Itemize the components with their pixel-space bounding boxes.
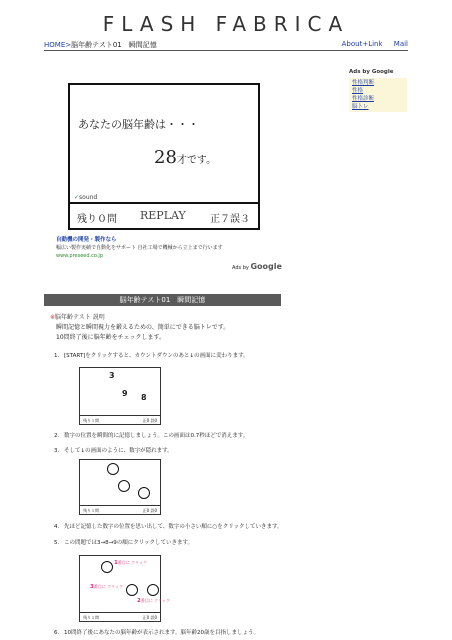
click-order-annotation [114,560,147,566]
circle-marker [101,561,113,573]
example-score: 正0 誤0 [142,418,157,423]
step-number: 3. [54,448,60,454]
annotation-number: 1 [114,560,118,566]
step-text: この問題では3→8→9の順にクリックしていきます。 [64,540,194,546]
header-divider [44,50,408,51]
example-score: 正0 誤0 [142,508,157,513]
game-status-bar [70,202,258,228]
instructions-title: 脳年齢テスト 説明 [55,314,105,321]
step-6 [54,628,259,636]
step-text: 10問終了後にあなたの脳年齢が表示されます。脳年齢20歳を目指しましょう。 [64,630,260,636]
circle-marker [138,487,150,499]
ads-by-text: Ads by [232,265,249,271]
example-screen-numbers [79,367,161,425]
text-ad[interactable] [56,236,256,260]
step-number: 5. [54,540,60,546]
sidebar-ad-link[interactable]: 脳トレ [352,104,369,110]
sidebar-ad-link[interactable]: 性格診断 [352,96,375,102]
ad-body: 幅広い製作実績で自動化をサポート 自社工場で機械から立上まで行います [56,245,223,251]
step-4 [54,522,283,530]
ad-title[interactable]: 自動機の開発・製作なら [56,237,117,243]
google-logo: Google [250,262,282,271]
circle-marker [147,584,159,596]
circle-marker [118,480,130,492]
sidebar-ad-heading[interactable]: Ads by Google [349,69,394,75]
step-text: 数字の位置を瞬間的に記憶しましょう。この画面は0.7秒ほどで消えます。 [64,433,249,439]
about-link[interactable]: About+Link [341,40,383,48]
step-2 [54,431,248,439]
instructions-heading [50,312,105,321]
example-screen-hidden [79,459,161,515]
step-number: 4. [54,524,60,530]
step-3 [54,446,173,454]
breadcrumb [44,40,157,50]
sidebar-ad-link[interactable]: 性格 [352,88,364,94]
example-remaining: 残り１問 [83,615,99,620]
sidebar-ad-link[interactable]: 性格判断 [352,80,375,86]
intro-line: 10問終了後に脳年齢をチェックします。 [56,334,165,341]
annotation-label: 番目に クリック [117,560,147,565]
step-text: [START]をクリックすると、カウントダウンのあと↓の画面に変わります。 [64,353,249,359]
ad-url[interactable]: www.preseed.co.jp [56,253,103,259]
instructions-intro [56,323,229,343]
age-suffix: 才です。 [176,155,217,166]
breadcrumb-current: 脳年齢テスト01 瞬間記憶 [71,41,157,49]
example-status-bar [80,612,160,621]
step-text: そして↓の画面のように、数字が隠れます。 [64,448,173,454]
step-5 [54,538,193,546]
example-remaining: 残り１問 [83,508,99,513]
flash-game-panel[interactable] [68,83,260,230]
section-title: 脳年齢テスト01 瞬間記憶 [44,294,281,306]
age-value: 28 [154,147,177,168]
intro-line: 瞬間記憶と瞬間視力を鍛えるための、簡単にできる脳トレです。 [56,324,230,331]
click-order-annotation [90,584,123,590]
result-question: あなたの脳年齢は・・・ [78,118,199,131]
example-remaining: 残り１問 [83,418,99,423]
annotation-label: 番目に クリック [140,598,170,603]
mail-link[interactable]: Mail [393,40,408,48]
header-links [333,40,408,48]
step-number: 1. [54,353,60,359]
sidebar-ad [349,69,407,121]
step-1 [54,351,249,359]
replay-button[interactable]: REPLAY [140,209,186,222]
example-screen-click-order [79,555,170,622]
example-number: 8 [141,393,147,402]
sidebar-ad-links [349,78,407,112]
check-icon: ✓ [74,194,80,201]
annotation-label: 番目に クリック [93,584,123,589]
step-text: 先ほど記憶した数字の位置を思い出して、数字の小さい順に○をクリックしていきます。 [64,524,283,530]
example-status-bar [80,505,160,514]
score-display: 正７誤３ [210,214,250,225]
asterisk-icon: ※ [50,314,56,321]
ads-by-google-label[interactable] [232,262,282,271]
circle-marker [107,463,119,475]
sound-toggle[interactable] [74,194,97,201]
circle-marker [126,584,138,596]
example-number: 9 [122,389,128,398]
example-status-bar [80,415,160,424]
result-age [154,147,216,168]
example-number: 3 [109,371,115,380]
step-number: 6. [54,630,60,636]
site-logo[interactable]: FLASH FABRICA [102,12,350,36]
annotation-number: 2 [137,598,141,604]
step-number: 2. [54,433,60,439]
annotation-number: 3 [90,584,94,590]
example-score: 正0 誤0 [142,615,157,620]
breadcrumb-separator: > [65,41,72,49]
click-order-annotation [137,598,170,604]
home-link[interactable]: HOME [44,41,66,49]
sound-label: sound [79,194,98,201]
remaining-count: 残り０問 [77,214,117,225]
